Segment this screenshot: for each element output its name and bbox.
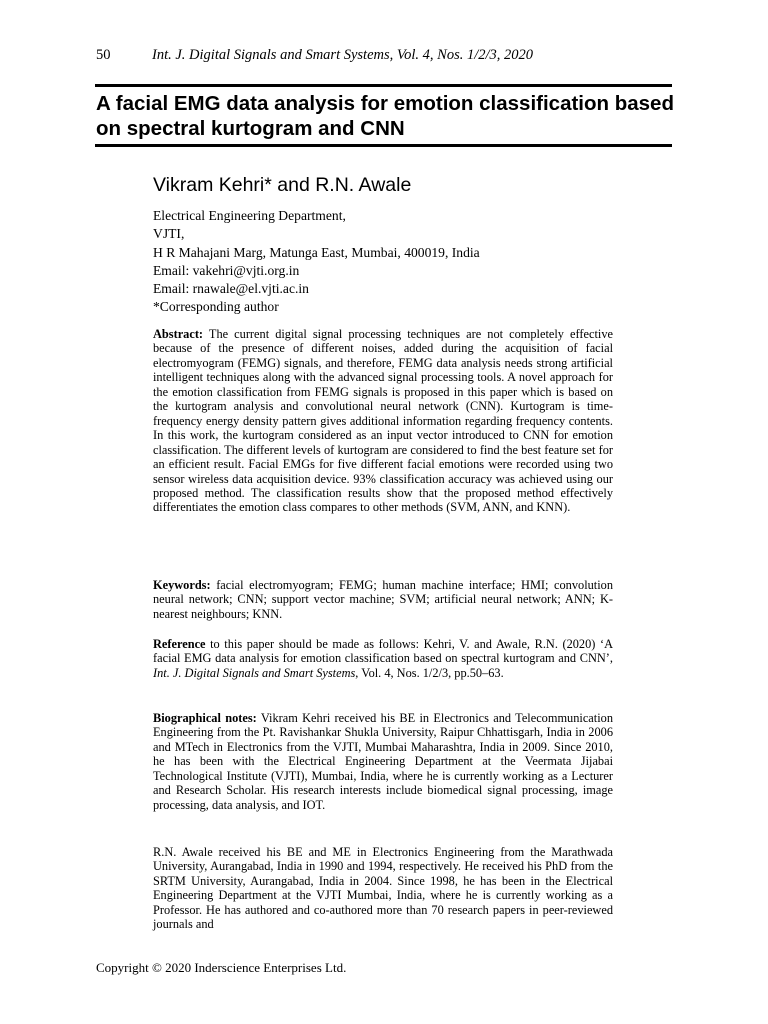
keywords	[153, 578, 613, 621]
bio-paragraph-2: R.N. Awale received his BE and ME in Electronics Engineering from the Marathwada University, Aurangabad, India in 1990 and 1994, respectively. He received his PhD from the SRTM University, Aurangabad, India in 2004. Since 1998, he has been in the Electrical Engineering Department at the VJTI Mumbai, India, where he is currently working as a Professor. He has authored and co-authored more than 70 research papers in peer-reviewed journals and	[153, 845, 613, 932]
title-top-rule	[95, 84, 672, 87]
affiliation-department: Electrical Engineering Department,	[153, 208, 346, 223]
bio-label: Biographical notes:	[153, 711, 257, 725]
reference-label: Reference	[153, 637, 206, 651]
author-line: Vikram Kehri* and R.N. Awale	[153, 174, 412, 196]
abstract	[153, 327, 613, 515]
reference-lead: to this paper should be made as follows: Kehri, V. and Awale, R.N. (2020) ‘A facial EMG data analysis for emotion classification based on spectral kurtogram and CNN’,	[153, 637, 613, 666]
paper-title: A facial EMG data analysis for emotion classification based on spectral kurtogram and CNN	[96, 92, 674, 140]
reference-tail: , Vol. 4, Nos. 1/2/3, pp.50–63.	[355, 665, 504, 680]
reference-note	[153, 637, 613, 680]
page-number: 50	[96, 47, 111, 63]
affiliation-institute: VJTI,	[153, 226, 185, 242]
affiliation-address: H R Mahajani Marg, Matunga East, Mumbai, 400019, India	[153, 244, 480, 260]
keywords-label: Keywords:	[153, 578, 211, 592]
keywords-text: facial electromyogram; FEMG; human machine interface; HMI; convolution neural network; CNN; support vector machine; SVM; artificial neural network; ANN; K-nearest neighbours; KNN.	[153, 578, 614, 621]
affiliation-email-1: Email: vakehri@vjti.org.in	[153, 262, 300, 278]
biographical-notes	[153, 711, 613, 812]
affiliation-block	[153, 207, 480, 317]
bio-paragraph-1: Vikram Kehri received his BE in Electronics and Telecommunication Engineering from the Pt. Ravishankar Shukla University, Raipur Chhattisgarh, India in 2006 and MTech in Electronics from the VJTI, Mumbai Maharashtra, India in 2009. Since 2010, he has been with the Electrical Engineering Department at the Veermata Jijabai Technological Institute (VJTI), Mumbai, India, where he is currently working as a Lecturer and Research Scholar. His research interests include biomedical signal processing, image processing, data analysis, and IOT.	[153, 711, 613, 812]
corresponding-author-note: *Corresponding author	[153, 299, 279, 315]
title-bottom-rule	[95, 144, 672, 147]
copyright-notice: Copyright © 2020 Inderscience Enterprises Ltd.	[96, 960, 347, 975]
abstract-text: The current digital signal processing techniques are not completely effective because of the presence of different noises, added during the acquisition of facial electromyogram (FEMG) signals, and therefore, FEMG data analysis needs strong artificial intelligent techniques along with the advanced signal processing tools. A novel approach for the emotion classification from FEMG signals is proposed in this paper which is based on the kurtogram analysis and convolutional neural network (CNN). Kurtogram is time-frequency energy density pattern gives additional information regarding frequency contents. In this work, the kurtogram considered as an input vector introduced to CNN for emotion classification. The different levels of kurtogram are considered to find the best feature set for an efficient result. Facial EMGs for five different facial emotions were recorded using two sensor wireless data acquisition device. 93% classification accuracy was achieved using our proposed method. The classification results show that the proposed method effectively differentiates the emotion class compares to other methods (SVM, ANN, and KNN).	[153, 327, 613, 515]
affiliation-email-2: Email: rnawale@el.vjti.ac.in	[153, 281, 309, 297]
reference-journal: Int. J. Digital Signals and Smart Systems	[153, 665, 356, 680]
journal-citation: Int. J. Digital Signals and Smart Systems, Vol. 4, Nos. 1/2/3, 2020	[152, 47, 534, 63]
abstract-label: Abstract:	[153, 327, 204, 341]
